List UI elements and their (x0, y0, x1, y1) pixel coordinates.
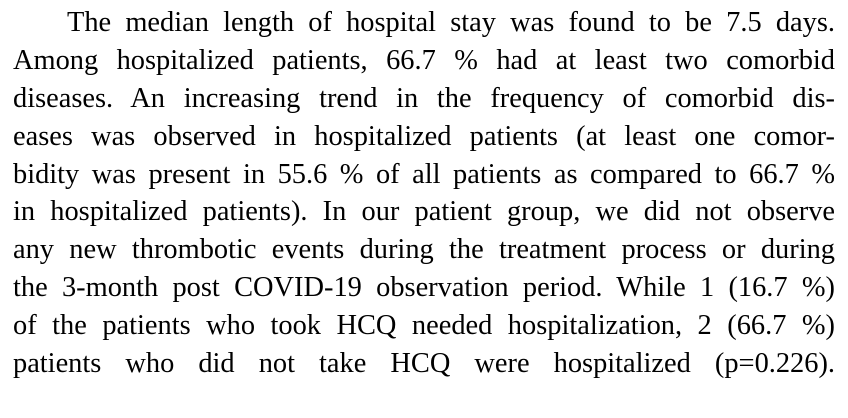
paragraph-line-9: of the patients who took HCQ needed hospitalization, 2 (66.7 %) (13, 310, 835, 342)
paragraph-line-1: The median length of hospital stay was found to be 7.5 days. (67, 7, 835, 38)
paragraph-line-5: bidity was present in 55.6 % of all patients as compared to 66.7 % (13, 158, 835, 190)
paragraph-line-7: any new thrombotic events during the treatment process or during (13, 234, 835, 266)
body-paragraph (13, 4, 835, 383)
paragraph-line-2: Among hospitalized patients, 66.7 % had at least two comorbid (13, 44, 835, 76)
paragraph-line-10: patients who did not take HCQ were hospitalized (p=0.226). (13, 348, 835, 380)
paragraph-line-4: eases was observed in hospitalized patients (at least one comor- (13, 120, 835, 152)
paragraph-line-8: the 3-month post COVID-19 observation period. While 1 (16.7 %) (13, 272, 835, 304)
paragraph-line-6: in hospitalized patients). In our patient group, we did not observe (13, 196, 835, 228)
paragraph-line-3: diseases. An increasing trend in the frequency of comorbid dis- (13, 82, 835, 114)
